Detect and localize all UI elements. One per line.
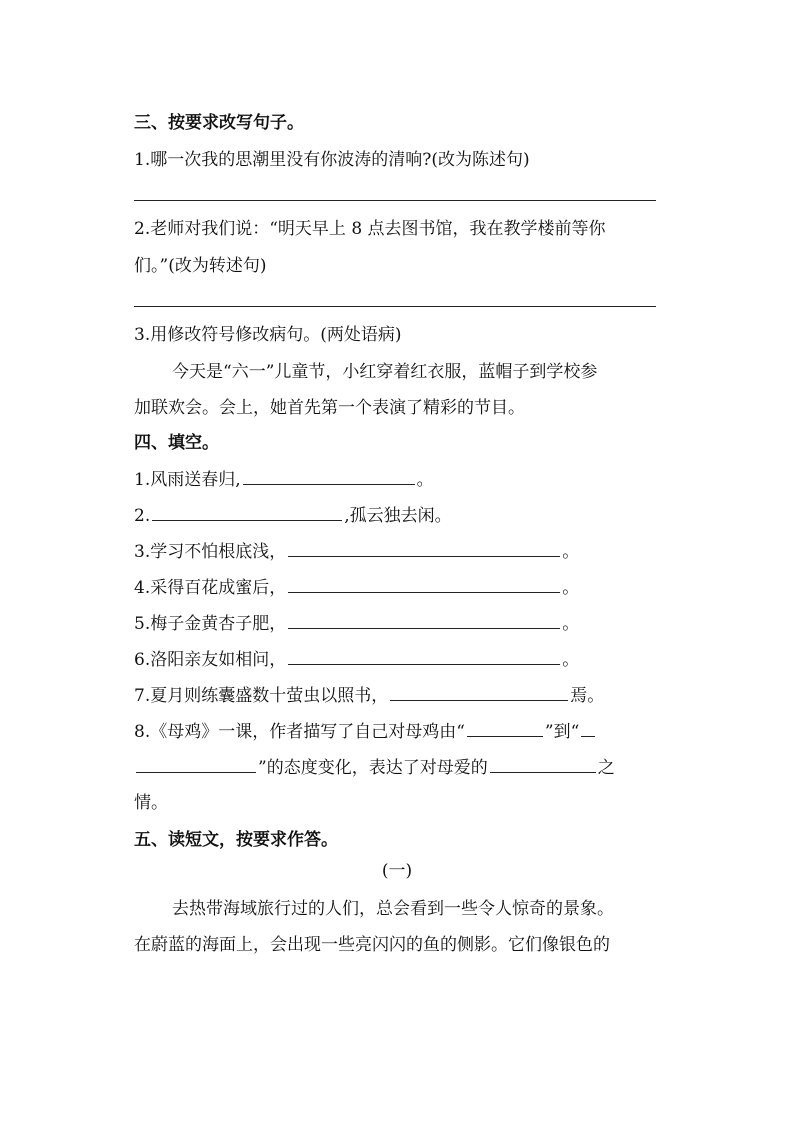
fill-item-5 — [134, 613, 579, 635]
fill-item-2-end: ,孤云独去闲。 — [344, 506, 452, 526]
q3-1-prompt: 1.哪一次我的思潮里没有你波涛的清响?(改为陈述句) — [134, 150, 530, 170]
fill-item-6 — [134, 649, 579, 671]
fill-item-4 — [134, 577, 579, 599]
fill-item-4-text: 4.采得百花成蜜后， — [134, 578, 287, 598]
fill-item-8-line3: 情。 — [134, 793, 168, 813]
fill-item-5-end: 。 — [562, 614, 580, 634]
q3-3-text-line1: 今天是“六一”儿童节，小红穿着红衣服，蓝帽子到学校参 — [172, 362, 598, 382]
fill-item-2-text: 2. — [134, 506, 151, 526]
fill-blank-8c[interactable] — [490, 757, 596, 773]
answer-line-q3-1[interactable] — [134, 200, 656, 201]
fill-item-1-end: 。 — [416, 470, 434, 490]
fill-item-8-text-a: 8.《母鸡》一课，作者描写了自己对母鸡由“ — [134, 722, 465, 742]
fill-blank-7[interactable] — [390, 685, 568, 701]
fill-blank-3[interactable] — [288, 541, 560, 557]
fill-item-4-end: 。 — [562, 578, 580, 598]
passage-number: (一) — [381, 861, 413, 881]
fill-blank-8a[interactable] — [467, 721, 543, 737]
fill-item-7 — [134, 685, 604, 707]
fill-blank-5[interactable] — [288, 613, 560, 629]
fill-item-6-text: 6.洛阳亲友如相问， — [134, 650, 287, 670]
fill-item-8-text-c: ”的态度变化，表达了对母爱的 — [258, 758, 488, 778]
fill-blank-8b-start[interactable] — [581, 721, 595, 737]
passage-line1: 去热带海域旅行过的人们，总会看到一些令人惊奇的景象。 — [172, 899, 614, 919]
section-5-heading: 五、读短文，按要求作答。 — [134, 830, 338, 850]
fill-item-6-end: 。 — [562, 650, 580, 670]
fill-item-5-text: 5.梅子金黄杏子肥， — [134, 614, 287, 634]
fill-blank-8b[interactable] — [136, 757, 256, 773]
section-3-heading: 三、按要求改写句子。 — [134, 113, 304, 133]
fill-item-7-text: 7.夏月则练囊盛数十萤虫以照书， — [134, 686, 389, 706]
fill-item-2 — [134, 505, 452, 527]
fill-item-1-text: 1.风雨送春归, — [134, 470, 241, 490]
fill-item-1 — [134, 469, 434, 491]
fill-blank-4[interactable] — [288, 577, 560, 593]
q3-3-text-line2: 加联欢会。会上，她首先第一个表演了精彩的节目。 — [134, 398, 525, 418]
q3-3-prompt: 3.用修改符号修改病句。(两处语病) — [134, 325, 402, 345]
fill-item-7-end: 焉。 — [570, 686, 605, 706]
answer-line-q3-2[interactable] — [134, 306, 656, 307]
fill-item-8-line2 — [134, 757, 615, 779]
q3-2-prompt-line2: 们。”(改为转述句) — [134, 256, 267, 276]
q3-2-prompt-line1: 2.老师对我们说：“明天早上 8 点去图书馆，我在教学楼前等你 — [134, 219, 606, 239]
fill-item-3-text: 3.学习不怕根底浅， — [134, 542, 287, 562]
section-4-heading: 四、填空。 — [134, 433, 219, 453]
fill-blank-2[interactable] — [152, 505, 342, 521]
fill-item-3-end: 。 — [562, 542, 580, 562]
passage-line2: 在蔚蓝的海面上，会出现一些亮闪闪的鱼的侧影。它们像银色的 — [134, 935, 610, 955]
fill-item-8-text-b: ”到“ — [544, 722, 580, 742]
fill-item-8-line1 — [134, 721, 597, 743]
fill-item-3 — [134, 541, 579, 563]
fill-blank-1[interactable] — [243, 469, 415, 485]
fill-blank-6[interactable] — [288, 649, 560, 665]
fill-item-8-text-d: 之 — [597, 758, 615, 778]
